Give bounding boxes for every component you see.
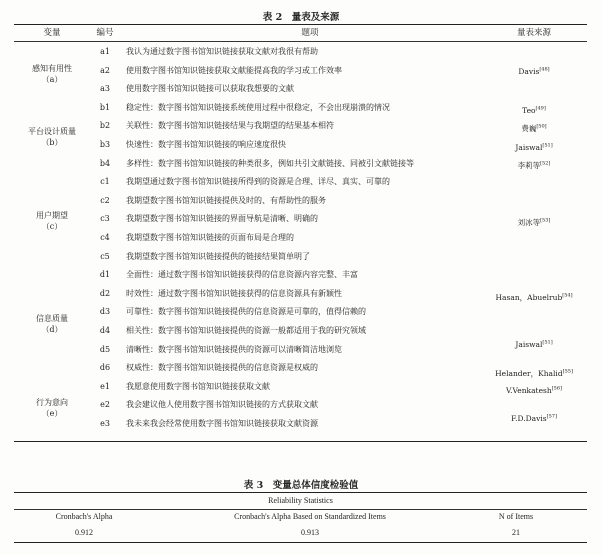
row-item-text: 时效性：通过数字图书馆知识链接获得的信息资源具有新颖性: [126, 289, 342, 298]
row-item-text: 清晰性：数字图书馆知识链接提供的资源可以清晰简洁地浏览: [126, 345, 342, 354]
row-item-text: 我期望数字图书馆知识链接的页面布局是合理的: [126, 233, 294, 242]
group-user-expectation: [14, 210, 90, 232]
group-code: （a）: [41, 75, 63, 84]
row-code: d4: [99, 326, 111, 335]
row-item-text: 我愿意使用数字图书馆知识链接获取文献: [126, 382, 270, 391]
group-label: 平台设计质量: [28, 127, 76, 136]
source-ref: Helander，Khalid[55]: [495, 368, 573, 378]
row-code: b2: [99, 121, 111, 130]
row-code: c4: [100, 233, 110, 242]
group-code: （e）: [41, 409, 63, 418]
row-code: d3: [99, 307, 111, 316]
row-item-text: 权威性：数字图书馆知识链接提供的信息资源是权威的: [126, 363, 318, 372]
group-platform-design-quality: [14, 126, 90, 148]
table3-bottom-rule: [14, 542, 587, 543]
row-code: c5: [100, 252, 110, 261]
header-variable: 变量: [43, 28, 61, 38]
row-code: b1: [99, 103, 111, 112]
source-ref: V.Venkatesh[56]: [506, 385, 562, 395]
source-ref: Jaiswal[51]: [515, 142, 553, 152]
row-item-text: 我期望数字图书馆知识链接提供的链接结果简单明了: [126, 252, 310, 261]
row-code: a3: [100, 84, 110, 93]
table2-caption: 表 2 量表及来源: [262, 12, 340, 23]
row-item-text: 我会建议他人使用数字图书馆知识链接的方式获取文献: [126, 400, 318, 409]
row-code: a2: [100, 66, 110, 75]
row-item-text: 全面性：通过数字图书馆知识链接获得的信息资源内容完整、丰富: [126, 270, 358, 279]
row-code: c1: [100, 177, 110, 186]
row-code: b3: [99, 140, 111, 149]
row-item-text: 我期望通过数字图书馆知识链接所得到的资源是合理、详尽、真实、可靠的: [126, 177, 390, 186]
group-label: 信息质量: [36, 314, 68, 323]
row-code: e3: [100, 419, 110, 428]
source-ref: F.D.Davis[57]: [511, 413, 557, 423]
value-n-items: 21: [512, 528, 520, 537]
row-item-text: 使用数字图书馆知识链接获取文献能提高我的学习或工作效率: [126, 66, 342, 75]
row-code: b4: [99, 159, 111, 168]
header-standardized-alpha: Cronbach's Alpha Based on Standardized Items: [234, 512, 386, 521]
group-code: （d）: [41, 325, 63, 334]
row-code: c3: [100, 214, 110, 223]
group-behavioral-intention: [14, 397, 90, 419]
value-cronbach-alpha: 0.912: [75, 528, 93, 537]
source-ref: 费巍[50]: [521, 123, 547, 133]
header-n-items: N of Items: [498, 512, 534, 521]
row-item-text: 使用数字图书馆知识链接可以获取我想要的文献: [126, 84, 294, 93]
table3-title: Reliability Statistics: [268, 496, 333, 505]
header-code: 编号: [96, 28, 114, 38]
source-ref: Hasan，Abuelrub[54]: [495, 292, 573, 302]
row-item-text: 我期望数字图书馆知识链接的界面导航是清晰、明确的: [126, 214, 318, 223]
row-item-text: 相关性：数字图书馆知识链接提供的资源一般都适用于我的研究领域: [126, 326, 366, 335]
row-item-text: 快速性：数字图书馆知识链接的响应速度很快: [126, 140, 286, 149]
row-code: c2: [100, 196, 110, 205]
table3-caption: 表 3 变量总体信度检验值: [243, 480, 359, 491]
table3-top-rule: [14, 492, 587, 493]
row-code: a1: [100, 47, 110, 56]
row-code: e1: [100, 382, 110, 391]
group-label: 用户期望: [36, 211, 68, 220]
row-item-text: 可靠性：数字图书馆知识链接提供的信息资源是可靠的，值得信赖的: [126, 307, 366, 316]
table2-top-rule: [14, 24, 587, 25]
row-item-text: 稳定性：数字图书馆知识链接系统使用过程中很稳定，不会出现崩溃的情况: [126, 103, 390, 112]
group-label: 感知有用性: [32, 64, 72, 73]
row-item-text: 我认为通过数字图书馆知识链接获取文献对我很有帮助: [126, 47, 318, 56]
source-ref: Jaiswal[51]: [515, 339, 553, 349]
row-code: d2: [99, 289, 111, 298]
row-code: d6: [99, 363, 111, 372]
header-source: 量表来源: [516, 28, 551, 38]
row-code: d5: [99, 345, 111, 354]
table3-title-rule: [14, 509, 587, 510]
row-code: e2: [100, 400, 110, 409]
header-cronbach-alpha: Cronbach's Alpha: [55, 512, 113, 521]
row-item-text: 我期望数字图书馆知识链接提供及时的、有帮助性的服务: [126, 196, 326, 205]
group-information-quality: [14, 313, 90, 335]
row-item-text: 多样性：数字图书馆知识链接的种类很多，例如共引文献链接、同被引文献链接等: [126, 159, 414, 168]
value-standardized-alpha: 0.913: [301, 528, 319, 537]
header-item: 题项: [301, 28, 319, 38]
source-ref: Teo[49]: [522, 105, 546, 115]
table2-header-rule: [14, 41, 587, 42]
row-code: d1: [99, 270, 111, 279]
source-ref: 刘冰等[53]: [517, 217, 551, 227]
source-ref: 李莉等[52]: [517, 160, 551, 170]
source-ref: Davis[48]: [518, 66, 550, 76]
row-item-text: 关联性：数字图书馆知识链接结果与我期望的结果基本相符: [126, 121, 334, 130]
group-code: （b）: [41, 138, 63, 147]
table2-bottom-rule: [14, 441, 587, 442]
group-label: 行为意向: [36, 398, 68, 407]
group-code: （c）: [41, 222, 63, 231]
row-item-text: 我未来我会经常使用数字图书馆知识链接获取文献资源: [126, 419, 318, 428]
group-perceived-usefulness: [14, 63, 90, 85]
